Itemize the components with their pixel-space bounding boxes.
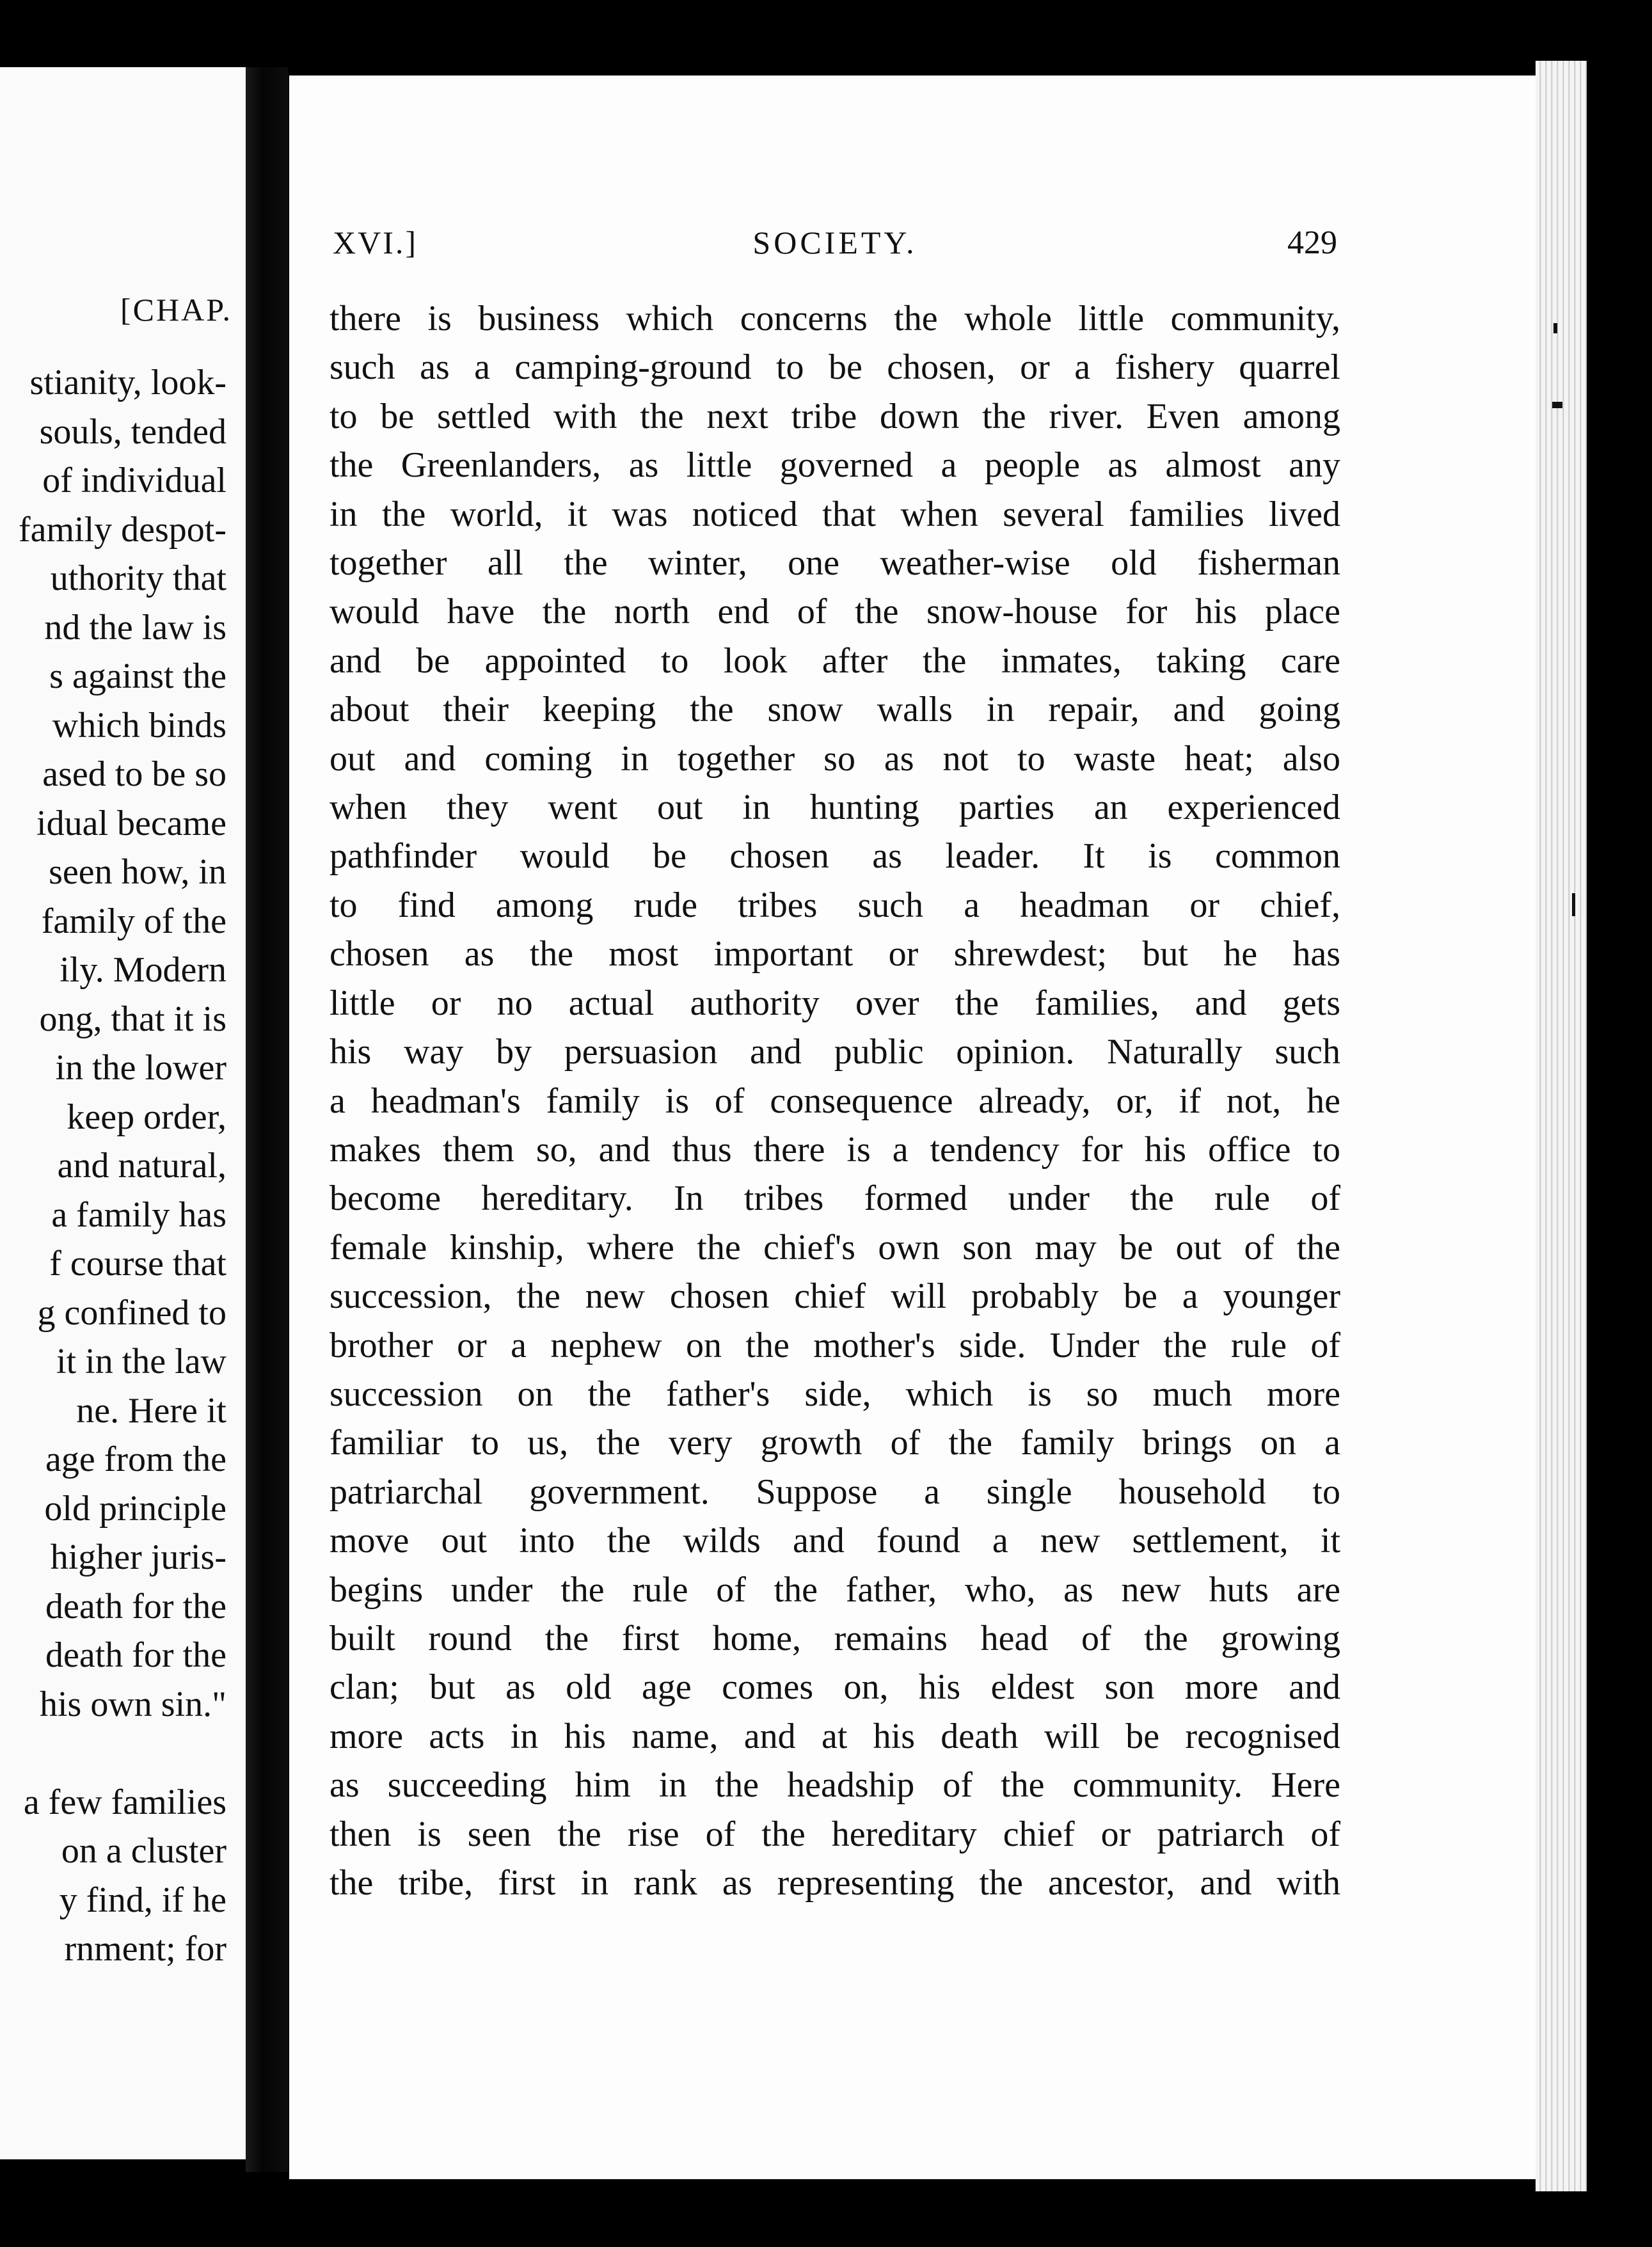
- body-text: [330, 294, 1340, 1907]
- text-line: more acts in his name, and at his death will be recognised: [330, 1716, 1340, 1756]
- left-text-line: y find, if he: [59, 1880, 226, 1920]
- text-line: to be settled with the next tribe down the river. Even among: [330, 396, 1340, 436]
- text-line: built round the first home, remains head of the growing: [330, 1618, 1340, 1658]
- left-text-line: higher juris-: [50, 1537, 226, 1577]
- left-text-line: it in the law: [56, 1342, 226, 1381]
- text-line: to find among rude tribes such a headman or chief,: [330, 885, 1340, 925]
- left-text-line: family despot-: [18, 509, 226, 550]
- text-line: chosen as the most important or shrewdest; but he has: [330, 934, 1340, 974]
- left-text-line: age from the: [45, 1440, 226, 1479]
- left-text-line: ong, that it is: [39, 999, 226, 1039]
- text-line: the tribe, first in rank as representing the ancestor, and with: [330, 1863, 1340, 1903]
- text-line: in the world, it was noticed that when several families lived: [330, 494, 1340, 534]
- text-line: begins under the rule of the father, who, as new huts are: [330, 1569, 1340, 1610]
- text-line: little or no actual authority over the families, and gets: [330, 983, 1340, 1023]
- text-line: and be appointed to look after the inmates, taking care: [330, 640, 1340, 681]
- margin-mark: [1553, 323, 1557, 333]
- text-line: as succeeding him in the headship of the community. Here: [330, 1765, 1340, 1806]
- text-line: would have the north end of the snow-house for his place: [330, 592, 1340, 632]
- text-line: move out into the wilds and found a new settlement, it: [330, 1521, 1340, 1561]
- text-line: makes them so, and thus there is a tendency for his office to: [330, 1129, 1340, 1170]
- page-edges: [1536, 61, 1587, 2191]
- text-line: clan; but as old age comes on, his eldest son more and: [330, 1667, 1340, 1708]
- left-text-line: on a cluster: [61, 1831, 226, 1871]
- text-line: the Greenlanders, as little governed a people as almost any: [330, 445, 1340, 486]
- left-text-line: which binds: [52, 705, 226, 745]
- left-text-line: f course that: [49, 1244, 226, 1283]
- left-page-text: [19, 358, 226, 1974]
- text-line: female kinship, where the chief's own son may be out of the: [330, 1227, 1340, 1267]
- text-line: familiar to us, the very growth of the family brings on a: [330, 1423, 1340, 1463]
- text-line: succession, the new chosen chief will probably be a younger: [330, 1276, 1340, 1317]
- left-text-line: old principle: [44, 1488, 226, 1528]
- text-line: there is business which concerns the whole little community,: [330, 299, 1340, 338]
- left-text-line: idual became: [36, 803, 226, 843]
- page-number: 429: [1287, 225, 1337, 261]
- left-text-line: uthority that: [50, 559, 226, 598]
- margin-mark: [1572, 893, 1575, 916]
- text-line: out and coming in together so as not to waste heat; also: [330, 738, 1340, 779]
- text-line: his way by persuasion and public opinion. Naturally such: [330, 1032, 1340, 1072]
- text-line: pathfinder would be chosen as leader. It is common: [330, 836, 1340, 877]
- text-line: patriarchal government. Suppose a single household to: [330, 1472, 1340, 1512]
- left-text-line: ne. Here it: [76, 1390, 226, 1431]
- left-page-header: [CHAP.: [120, 292, 232, 328]
- left-text-line: family of the: [41, 901, 226, 941]
- book-gutter: [246, 67, 288, 2172]
- text-line: such as a camping-ground to be chosen, or a fishery quarrel: [330, 347, 1340, 388]
- running-head: [333, 224, 1337, 269]
- left-text-line: death for the: [45, 1586, 226, 1626]
- left-page: [0, 67, 267, 2159]
- text-line: about their keeping the snow walls in repair, and going: [330, 690, 1340, 730]
- left-text-line: ily. Modern: [60, 950, 226, 990]
- left-text-line: nd the law is: [44, 607, 226, 647]
- left-text-line: a few families: [23, 1782, 226, 1822]
- left-text-line: his own sin.": [39, 1684, 226, 1724]
- text-line: together all the winter, one weather-wise old fisherman: [330, 543, 1340, 584]
- text-line: then is seen the rise of the hereditary chief or patriarch of: [330, 1814, 1340, 1854]
- left-text-line: seen how, in: [49, 852, 226, 892]
- left-text-line: s against the: [49, 656, 226, 696]
- margin-mark: [1552, 402, 1562, 408]
- left-text-line: and natural,: [57, 1146, 226, 1186]
- text-line: become hereditary. In tribes formed under the rule of: [330, 1179, 1340, 1219]
- text-line: a headman's family is of consequence already, or, if not, he: [330, 1081, 1340, 1121]
- left-text-line: a family has: [51, 1195, 226, 1235]
- text-line: when they went out in hunting parties an experienced: [330, 788, 1340, 828]
- paragraph-gap: [19, 1729, 226, 1778]
- left-text-line: g confined to: [37, 1292, 226, 1333]
- text-line: brother or a nephew on the mother's side. Under the rule of: [330, 1325, 1340, 1365]
- chapter-reference: XVI.]: [333, 225, 418, 260]
- left-text-line: death for the: [45, 1635, 226, 1675]
- text-line: succession on the father's side, which is so much more: [330, 1374, 1340, 1414]
- left-text-line: rnment; for: [64, 1929, 226, 1969]
- left-text-line: souls, tended: [39, 411, 226, 452]
- left-text-line: of individual: [42, 461, 226, 500]
- left-text-line: ased to be so: [42, 754, 226, 794]
- left-text-line: in the lower: [55, 1048, 226, 1088]
- left-text-line: keep order,: [67, 1097, 226, 1137]
- left-text-line: stianity, look-: [29, 363, 226, 402]
- running-title: SOCIETY.: [752, 225, 917, 260]
